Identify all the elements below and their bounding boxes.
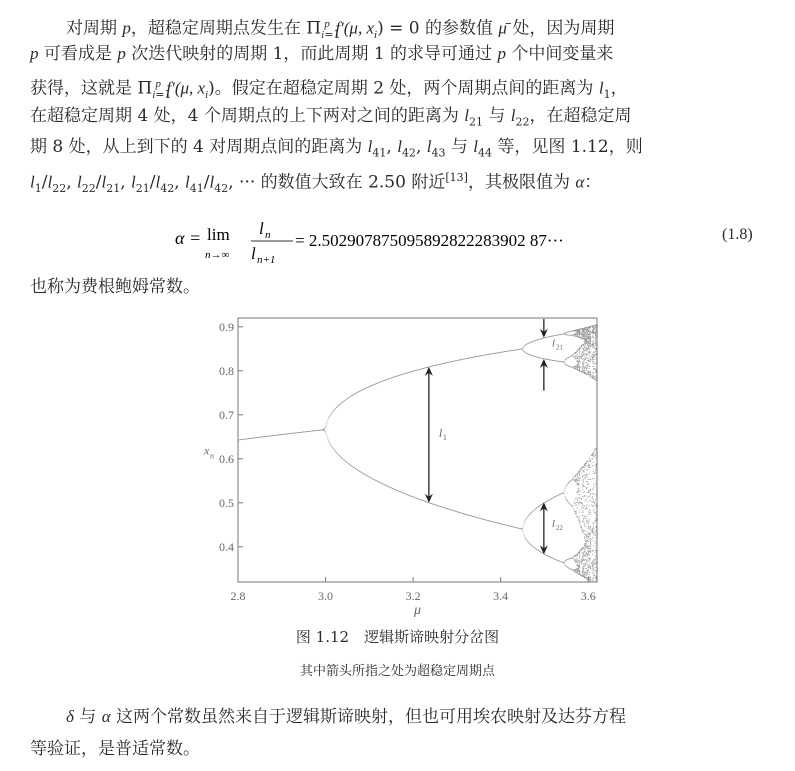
eq-den: l [251,244,256,263]
figure-subcaption: 其中箭头所指之处为超稳定周期点 [299,664,495,679]
y-axis-label-main: x [204,443,210,458]
equation-number: (1.8) [722,226,753,243]
closing-line-2: 等验证，是普适常数。 [30,739,200,759]
plot-frame [238,318,597,582]
y-tick-label: 0.9 [219,319,234,334]
text-line-5: 期 8 处，从上到下的 4 对周期点间的距离为 $l_{41}$, $l_{42}$, $l_{43}$ 与 $l_{44}$ 等，见图 1.12，则 [30,137,643,160]
label-l22-sub: 22 [555,524,563,532]
x-tick-label: 3.6 [580,589,596,603]
text-line-1: 对周期 p，超稳定周期点发生在 $\Pi_{i=1}^p$ f′(μ, $x_i) = 0$ 的参数值 μ̄ 处，因为周期 [66,18,615,42]
x-tick-label: 2.8 [230,589,246,603]
label-l22: l [551,518,555,530]
y-tick-label: 0.4 [219,539,234,554]
x-tick-label: 3.0 [318,589,334,603]
eq-lhs: α = [175,228,202,248]
x-tick-label: 3.4 [493,589,509,603]
x-tick-label: 3.2 [405,589,421,603]
eq-lim-sub: n→∞ [205,249,230,261]
x-axis-label: μ [413,603,422,618]
label-l1: l [438,425,443,440]
y-tick-label: 0.6 [219,451,234,466]
closing-line-1: δ 与 α 这两个常数虽然来自于逻辑斯谛映射，但也可用埃农映射及达芬方程 [66,707,627,727]
text-after-equation: 也称为费根鲍姆常数。 [30,277,200,297]
label-l21: l [551,337,555,350]
text-line-2: p 可看成是 p 次迭代映射的周期 1，而此周期 1 的求导可通过 p 个中间变量来 [30,44,614,64]
bifurcation-plot [200,310,620,620]
eq-den-sub: n+1 [257,254,276,266]
figure-caption: 图 1.12 逻辑斯谛映射分岔图 [295,628,500,646]
label-l21-sub: 21 [555,343,563,352]
text-line-6: $l_1/l_{22}$, $l_{22}/l_{21}$, $l_{21}/l_{42}$, $l_{41}/l_{42}$, ··· 的数值大致在 2.50 附近[13]，其极限值为 α： [30,171,602,196]
y-tick-label: 0.8 [219,363,234,378]
y-axis-label-sub: n [210,451,214,461]
eq-num: l [259,220,264,238]
text-line-4: 在超稳定周期 4 处，4 个周期点的上下两对之间的距离为 $l_{21}$ 与 $l_{22}$，在超稳定周 [30,106,632,129]
y-axis-label [203,443,214,460]
equation-1-8 [175,220,695,271]
label-l1-sub: 1 [442,432,447,442]
equation-svg [175,220,695,266]
eq-lim: lim [207,225,230,244]
axis-ticks [219,320,596,603]
y-tick-label: 0.5 [219,495,234,510]
eq-rhs: = 2.502907875095892822283902 87··· [295,231,564,250]
eq-num-sub: n [265,229,271,241]
text-line-3: 获得，这就是 $\Pi_{i=1}^p$ f′(μ, $x_i$)。假定在超稳定周期 2 处，两个周期点间的距离为 $l_1$， [30,78,628,102]
bifurcation-figure [200,310,620,624]
y-tick-label: 0.7 [219,407,234,422]
